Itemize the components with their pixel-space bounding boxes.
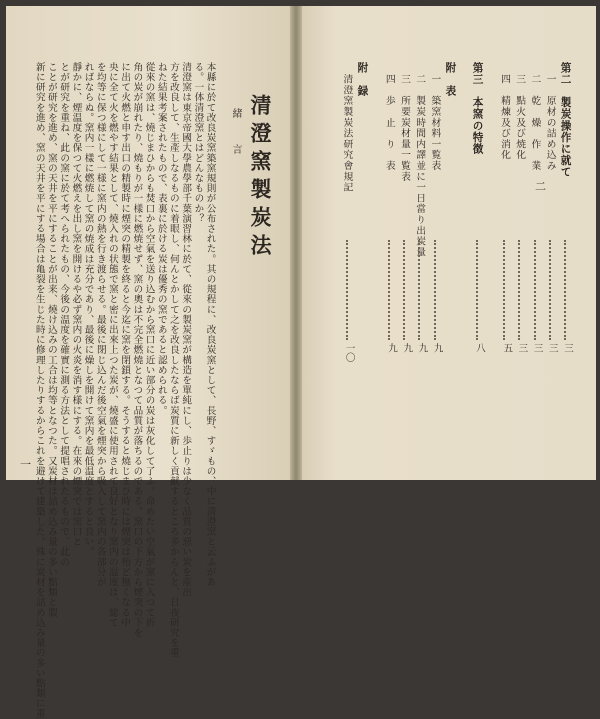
article-title: 清澄窯製炭法 [248,94,273,262]
body-text-line: を均等に保つ様にして一様に窯内の熱を行き渡らせる。最後に閉じ込んだ後空氣を煙突から吸入して窯内の各部分が [94,62,106,588]
toc-page-number: 九 [431,343,443,353]
toc-page-number: 九 [386,343,397,353]
toc-page-number: 三 [546,343,558,353]
toc-leader-dots [346,240,348,340]
body-text-line: ればならぬ。窯内一樣に燃焼して窯の焼成は充分であり、最後に燥しを開けて窯内を最低温度とすると良い。 [82,62,94,557]
toc-entry: 一 築窯材料一覧表 [429,74,441,172]
toc-entry: 一 原材の詰め込み [544,74,556,172]
toc-page-number: 三 [562,343,573,353]
body-text-line: とが研究を重ね、此の窯に於て考へられたもの、今後の温度を確實に測る方法として提唱されたるもので、此の [58,62,70,567]
toc-leader-dots [534,240,536,340]
body-text-line: 央に全て火を燃やす結果として、燒入れの状態で窯と密に出來上つた炭が、燒盛に使用されて良好となり窯内の温度は、総て [106,62,118,628]
toc-leader-dots [388,240,390,340]
toc-page-number: 三 [516,343,528,353]
page-number-right: 二 [535,180,546,193]
toc-leader-dots [564,240,566,340]
toc-page-number: 五 [501,343,513,353]
toc-page-number: 九 [401,343,413,353]
toc-heading: 第二 製炭操作に就て [559,62,572,178]
toc-leader-dots [476,240,478,340]
toc-leader-dots [503,240,505,340]
body-text-line: る。一体清澄窯とはどんなものか？ [192,62,204,224]
body-text-line: 角の炭が崩れたり、燒もりが一樣に燃焼せず、窯の奧は不完全燃燒となつて品質が落ちるのである。窯口の下方から煙突の下を [131,62,143,638]
book-gutter [290,6,302,480]
toc-heading: 附 録 [356,62,369,97]
toc-leader-dots [549,240,551,340]
toc-entry: 二 乾 燥 作 業 [529,74,541,172]
preface-heading: 緒 言 [230,108,241,156]
toc-leader-dots [518,240,520,340]
body-text-line: 靜かに、煙温度を保つて火燃えを出し窯を開けるや必ず窯内の火炎を消す様にする。在來の煙突では窯口と [70,62,82,547]
body-text-line: ことが研究を進め、窯の天井を平にすることが出来、燒け込みの工合は均等となつた。又炭材は詰め込み量の多い點類と製 [45,62,57,618]
toc-entry: 四 精煉及び消化 [498,74,510,161]
toc-heading: 附 表 [444,62,457,97]
toc-entry: 二 製炭時間内譯並に一日當り出炭量 [414,74,426,258]
body-text-line: 新に研究を進め、窯の天井を平にする場合は亀裂を生じた時に修理したりするからこれを避けて建築した。殊に炭材を詰め込み量の多い點類に重 [33,62,45,719]
body-text-line: 清澄窯は東京帝國大學農學部千葉演習林に於て、從來の製炭窯が構造を單純にし、歩止りは少なく品質の惡い炭を産出 [180,62,192,598]
toc-entry: 清澄窯製炭法研究會規記 [341,74,353,193]
toc-page-number: 八 [474,343,485,353]
body-text-line: 從來の窯は、燒じまひからも焚口から空氣を送り込むから窯口に近い部分の炭は灰化して了ふ。命めたい空氣が窯に入つて折 [143,62,155,628]
toc-page-number: 一〇 [343,343,355,362]
body-text-line: ねた結果考案されたもので、表裏に於ける炭は優秀の窯であると認められる。 [155,62,167,416]
toc-leader-dots [418,240,420,340]
page-number-left: 一 [20,458,31,471]
toc-page-number: 九 [416,343,428,353]
toc-entry: 三 所要炭材量一覧表 [398,74,410,182]
toc-leader-dots [434,240,436,340]
body-text-line: に出て火燃と申す出口の精製時に煙突の精製を終ると今迄に窯を閉鎖する。そうすると燒じまひ時には煙突は殆ど無くなる中 [119,62,131,628]
toc-leader-dots [403,240,405,340]
toc-heading: 第三 本窯の特徴 [471,62,484,155]
toc-entry: 三 點火及び焼化 [514,74,526,161]
toc-entry: 四 歩 止 り 表 [383,74,395,172]
toc-page-number: 三 [531,343,543,353]
body-text-line: 本縣に於て改良炭窯築窯規則が公布された。其の規程に、改良炭窯として、長野、すゞもの、中に清澄窯と云ふがあ [204,62,216,588]
body-text-line: 方を改良して、生產しなるものに着眼し、何んとかして之を改良したならば炭質に新しく貢献するところ多からんと、日夜研究を重 [167,62,179,658]
